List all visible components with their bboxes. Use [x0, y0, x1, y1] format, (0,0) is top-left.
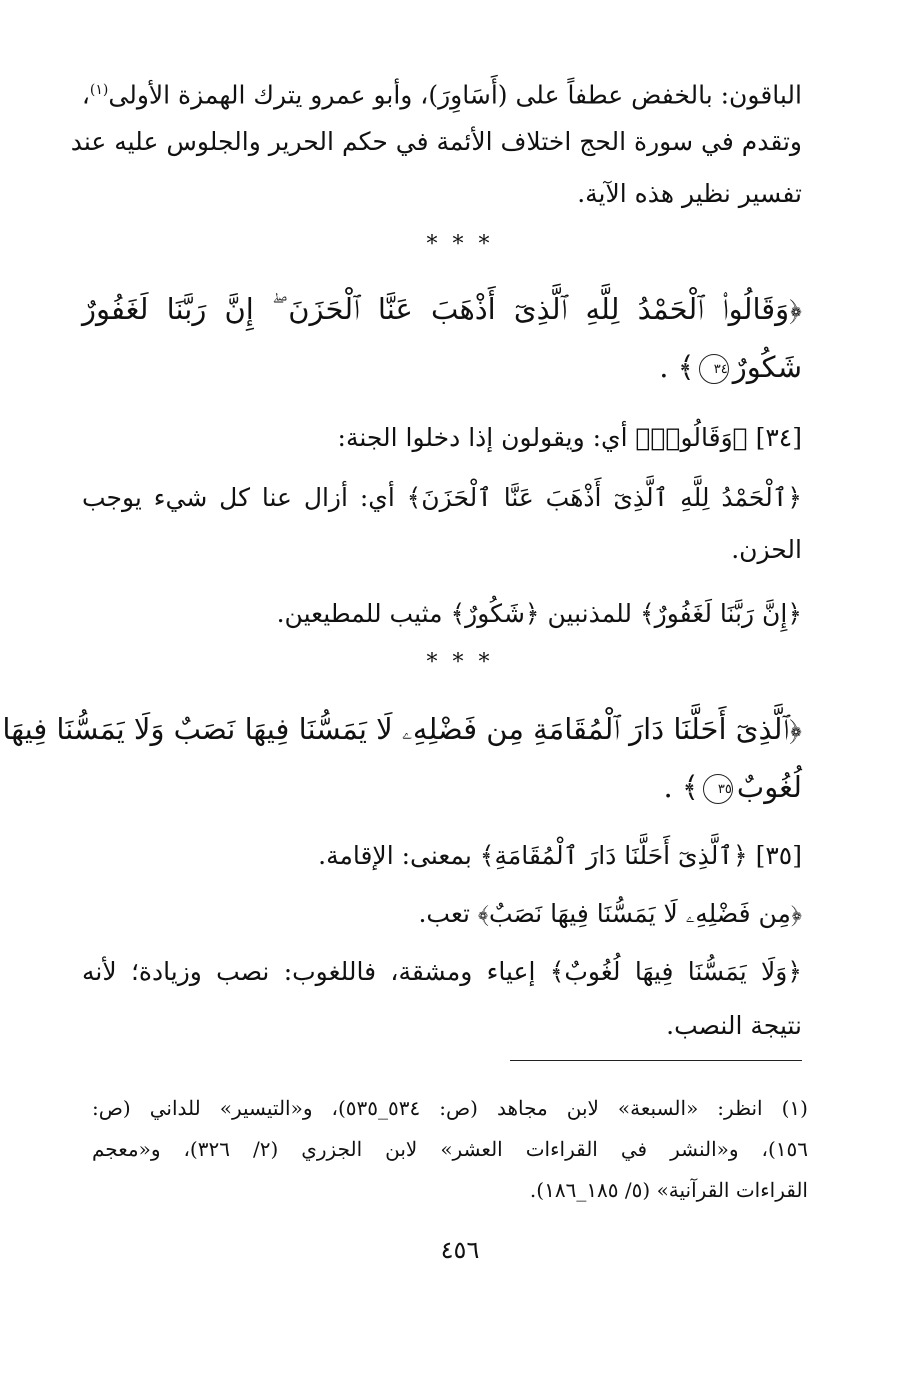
commentary-line: الحزن.: [731, 535, 802, 564]
commentary-line: ﴿ٱلْحَمْدُ لِلَّهِ ٱلَّذِىٓ أَذْهَبَ عَنَّا ٱلْحَزَنَ﴾ أي: أزال عنا كل شيء يوجب: [82, 483, 802, 512]
ayah-number-marker: ٣٥: [703, 774, 733, 804]
footnote-line: (١) انظر: «السبعة» لابن مجاهد (ص: ٥٣٤_٥٣٥)، و«التيسير» للداني (ص:: [92, 1096, 808, 1120]
commentary-line: ﴿إِنَّ رَبَّنَا لَغَفُورٌ﴾ للمذنبين ﴿شَكُورٌ﴾ مثيب للمطيعين.: [276, 599, 802, 628]
commentary-line: نتيجة النصب.: [666, 1011, 802, 1040]
commentary-line: ﴿وَلَا يَمَسُّنَا فِيهَا لُغُوبٌ﴾ إعياء ومشقة، فاللغوب: نصب وزيادة؛ لأنه: [82, 957, 802, 986]
page-number: ٤٥٦: [440, 1236, 480, 1264]
footnote-reference: (١): [89, 82, 109, 98]
quran-verse-line: [82, 344, 802, 396]
commentary-line: [٣٤] ﴿وَقَالُوا۟﴾ أي: ويقولون إذا دخلوا الجنة:: [337, 423, 802, 452]
text-line: وتقدم في سورة الحج اختلاف الأئمة في حكم الحرير والجلوس عليه عند: [70, 127, 802, 156]
footnote-divider: [510, 1060, 802, 1061]
section-separator: * * *: [426, 232, 494, 257]
text-line: تفسير نظير هذه الآية.: [577, 179, 802, 208]
verse-word: لُغُوبٌ: [736, 770, 802, 804]
text-segment: ،: [81, 80, 90, 110]
verse-close: ﴾ .: [659, 350, 695, 384]
section-separator: * * *: [426, 650, 494, 675]
commentary-line: ﴿مِن فَضْلِهِۦ لَا يَمَسُّنَا فِيهَا نَصَبٌ﴾ تعب.: [418, 899, 802, 928]
quran-verse-line: [82, 764, 802, 816]
text-line: [82, 70, 802, 114]
text-segment: الباقون: بالخفض عطفاً على (أَسَاوِرَ)، وأبو عمرو يترك الهمزة الأولى: [108, 80, 802, 110]
commentary-line: [٣٥] ﴿ٱلَّذِىٓ أَحَلَّنَا دَارَ ٱلْمُقَامَةِ﴾ بمعنى: الإقامة.: [318, 841, 802, 870]
quran-verse-line: ﴿وَقَالُوا۟ ٱلْحَمْدُ لِلَّهِ ٱلَّذِىٓ أَذْهَبَ عَنَّا ٱلْحَزَنَ ۖ إِنَّ رَبَّنَا لَغَفُورٌ: [82, 292, 802, 326]
quran-verse-line: ﴿ٱلَّذِىٓ أَحَلَّنَا دَارَ ٱلْمُقَامَةِ مِن فَضْلِهِۦ لَا يَمَسُّنَا فِيهَا نَصَبٌ وَلَا يَمَسُّنَا فِيهَا: [2, 712, 802, 746]
footnote-line: القراءات القرآنية» (٥/ ١٨٥_١٨٦).: [529, 1178, 808, 1202]
verse-word: شَكُورٌ: [732, 350, 802, 384]
ayah-number-marker: ٣٤: [699, 354, 729, 384]
footnote-line: ١٥٦)، و«النشر في القراءات العشر» لابن الجزري (٢/ ٣٢٦)، و«معجم: [92, 1137, 809, 1161]
verse-close: ﴾ .: [663, 770, 699, 804]
